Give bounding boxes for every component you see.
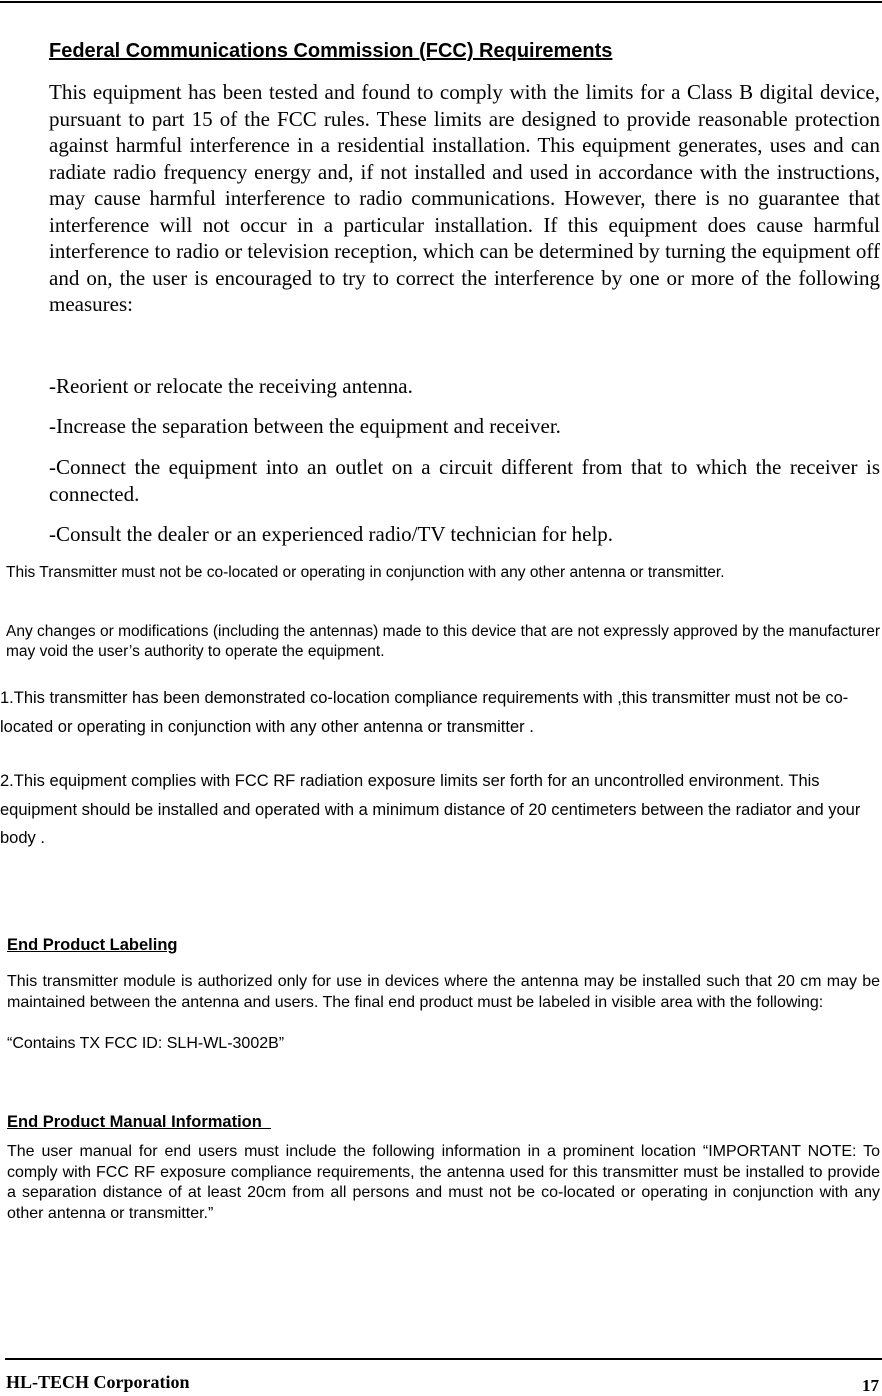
footer-company: HL-TECH Corporation [6, 1372, 190, 1392]
fcc-section-title: Federal Communications Commission (FCC) Requirements [49, 40, 613, 62]
labeling-body: This transmitter module is authorized only for use in devices where the antenna may be installed such that 20 cm may be maintained between the antenna and users. The final end product must be labeled in visible area with the following: [7, 973, 880, 1011]
numbered-item-1: 1.This transmitter has been demonstrated co-location compliance requirements with ,this transmitter must not be co-located or operating in conjunction with any other antenna or transmitter . [0, 689, 849, 736]
measure-item-outlet: -Connect the equipment into an outlet on a circuit different from that to which the receiver is connected. [49, 455, 880, 506]
manual-body: The user manual for end users must include the following information in a prominent location “IMPORTANT NOTE: To comply with FCC RF exposure compliance requirements, the antenna used for this transmitter must be installed to provide a separation distance of at least 20cm from all persons and must not be co-located or operating in conjunction with any other antenna or transmitter.” [7, 1143, 880, 1222]
modifications-note: Any changes or modifications (including the antennas) made to this device that are not expressly approved by the manufacturer may void the user’s authority to operate the equipment. [6, 623, 880, 660]
numbered-item-2: 2.This equipment complies with FCC RF radiation exposure limits ser forth for an uncontrolled environment. This equipment should be installed and operated with a minimum distance of 20 centimeters between the radiator and your body . [0, 772, 861, 847]
colocation-note: This Transmitter must not be co-located or operating in conjunction with any other antenna or transmitter. [6, 564, 725, 581]
measure-item-consult: -Consult the dealer or an experienced radio/TV technician for help. [49, 522, 614, 546]
page-number: 17 [862, 1376, 879, 1395]
measure-item-separation: -Increase the separation between the equipment and receiver. [49, 414, 561, 438]
labeling-section-title: End Product Labeling [7, 936, 178, 954]
fcc-id-line: “Contains TX FCC ID: SLH-WL-3002B” [7, 1035, 285, 1052]
footer-rule [5, 1358, 882, 1360]
manual-section-title: End Product Manual Information [7, 1113, 271, 1131]
measure-item-reorient: -Reorient or relocate the receiving antenna. [49, 374, 413, 398]
top-rule [0, 1, 882, 3]
fcc-body-paragraph: This equipment has been tested and found to comply with the limits for a Class B digital device, pursuant to part 15 of the FCC rules. These limits are designed to provide reasonable protection against harmful interference in a residential installation. This equipment generates, uses and can radiate radio frequency energy and, if not installed and used in accordance with the instructions, may cause harmful interference to radio communications. However, there is no guarantee that interference will not occur in a particular installation. If this equipment does cause harmful interference to radio or television reception, which can be determined by turning the equipment off and on, the user is encouraged to try to correct the interference by one or more of the following measures: [49, 80, 880, 316]
